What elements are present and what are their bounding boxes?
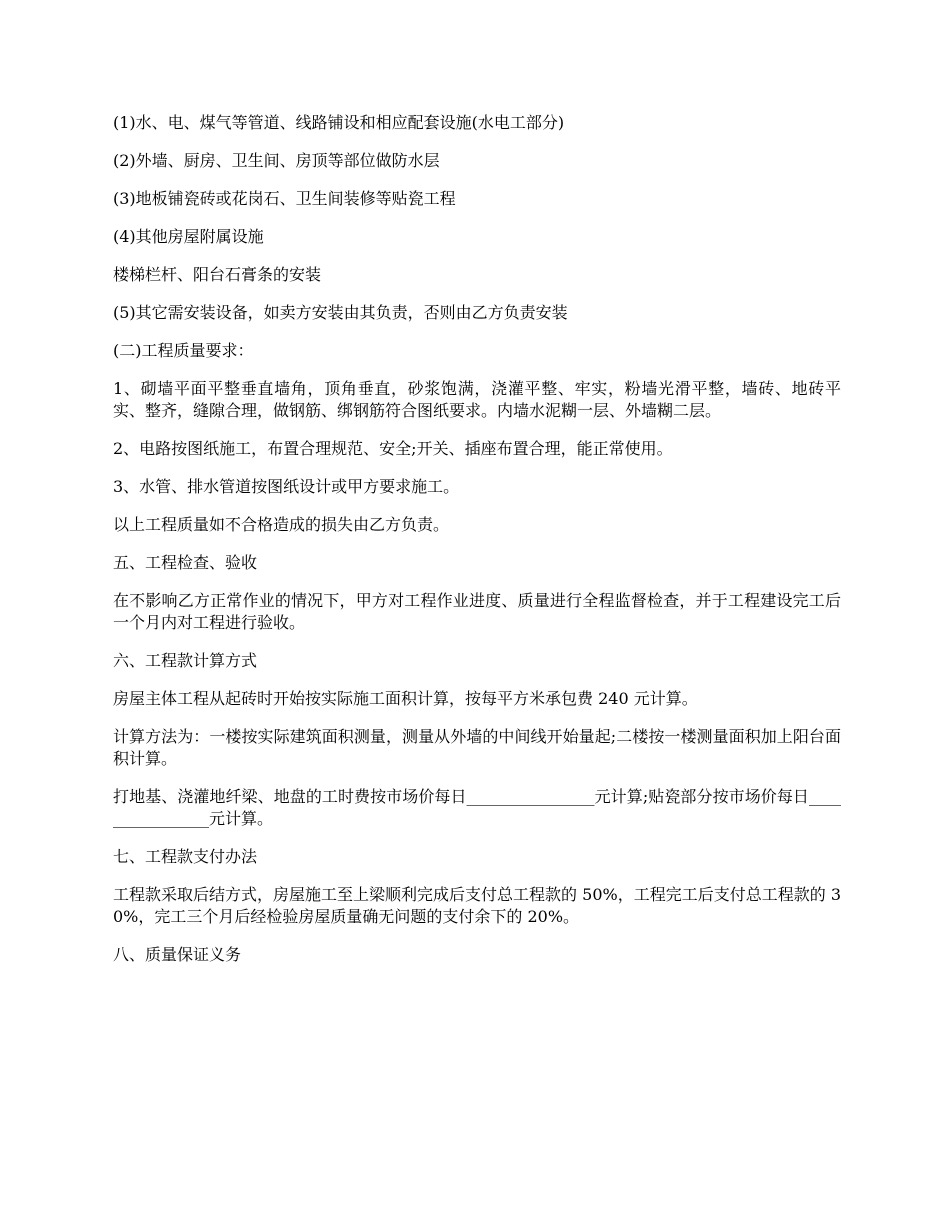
paragraph-item-3: (3)地板铺瓷砖或花岗石、卫生间装修等贴瓷工程 [113, 189, 456, 208]
paragraph-quality-note: 以上工程质量如不合格造成的损失由乙方负责。 [113, 515, 450, 534]
document-body [113, 112, 841, 982]
paragraph-item-4: (4)其他房屋附属设施 [113, 227, 264, 246]
paragraph-quality-2: 2、电路按图纸施工，布置合理规范、安全;开关、插座布置合理，能正常使用。 [113, 439, 673, 458]
paragraph-item-5: 楼梯栏杆、阳台石膏条的安装 [113, 265, 322, 284]
section-heading-calculation: 六、工程款计算方式 [113, 651, 258, 670]
section-heading-payment: 七、工程款支付办法 [113, 847, 258, 866]
paragraph-payment: 工程款采取后结方式，房屋施工至上梁顺利完成后支付总工程款的 50%，工程完工后支付总工程款的 30%，完工三个月后经检验房屋质量确无问题的支付余下的 20%。 [113, 885, 841, 926]
section-heading-warranty: 八、质量保证义务 [113, 945, 242, 964]
paragraph-calculation-3: 打地基、浇灌地纤梁、地盘的工时费按市场价每日________________元计算;贴瓷部分按市场价每日________________元计算。 [113, 787, 841, 828]
section-heading-quality: (二)工程质量要求： [113, 341, 254, 360]
paragraph-calculation-1: 房屋主体工程从起砖时开始按实际施工面积计算，按每平方米承包费 240 元计算。 [113, 689, 698, 708]
paragraph-inspection: 在不影响乙方正常作业的情况下，甲方对工程作业进度、质量进行全程监督检查，并于工程建设完工后一个月内对工程进行验收。 [113, 591, 841, 632]
paragraph-calculation-2: 计算方法为：一楼按实际建筑面积测量，测量从外墙的中间线开始量起;二楼按一楼测量面积加上阳台面积计算。 [113, 727, 841, 768]
paragraph-item-6: (5)其它需安装设备，如卖方安装由其负责，否则由乙方负责安装 [113, 303, 568, 322]
section-heading-inspection: 五、工程检查、验收 [113, 553, 258, 572]
paragraph-quality-1: 1、砌墙平面平整垂直墙角，顶角垂直，砂浆饱满，浇灌平整、牢实，粉墙光滑平整，墙砖、地砖平实、整齐，缝隙合理，做钢筋、绑钢筋符合图纸要求。内墙水泥糊一层、外墙糊二层。 [113, 379, 841, 420]
paragraph-item-1: (1)水、电、煤气等管道、线路铺设和相应配套设施(水电工部分) [113, 113, 565, 132]
paragraph-item-2: (2)外墙、厨房、卫生间、房顶等部位做防水层 [113, 151, 440, 170]
paragraph-quality-3: 3、水管、排水管道按图纸设计或甲方要求施工。 [113, 477, 460, 496]
